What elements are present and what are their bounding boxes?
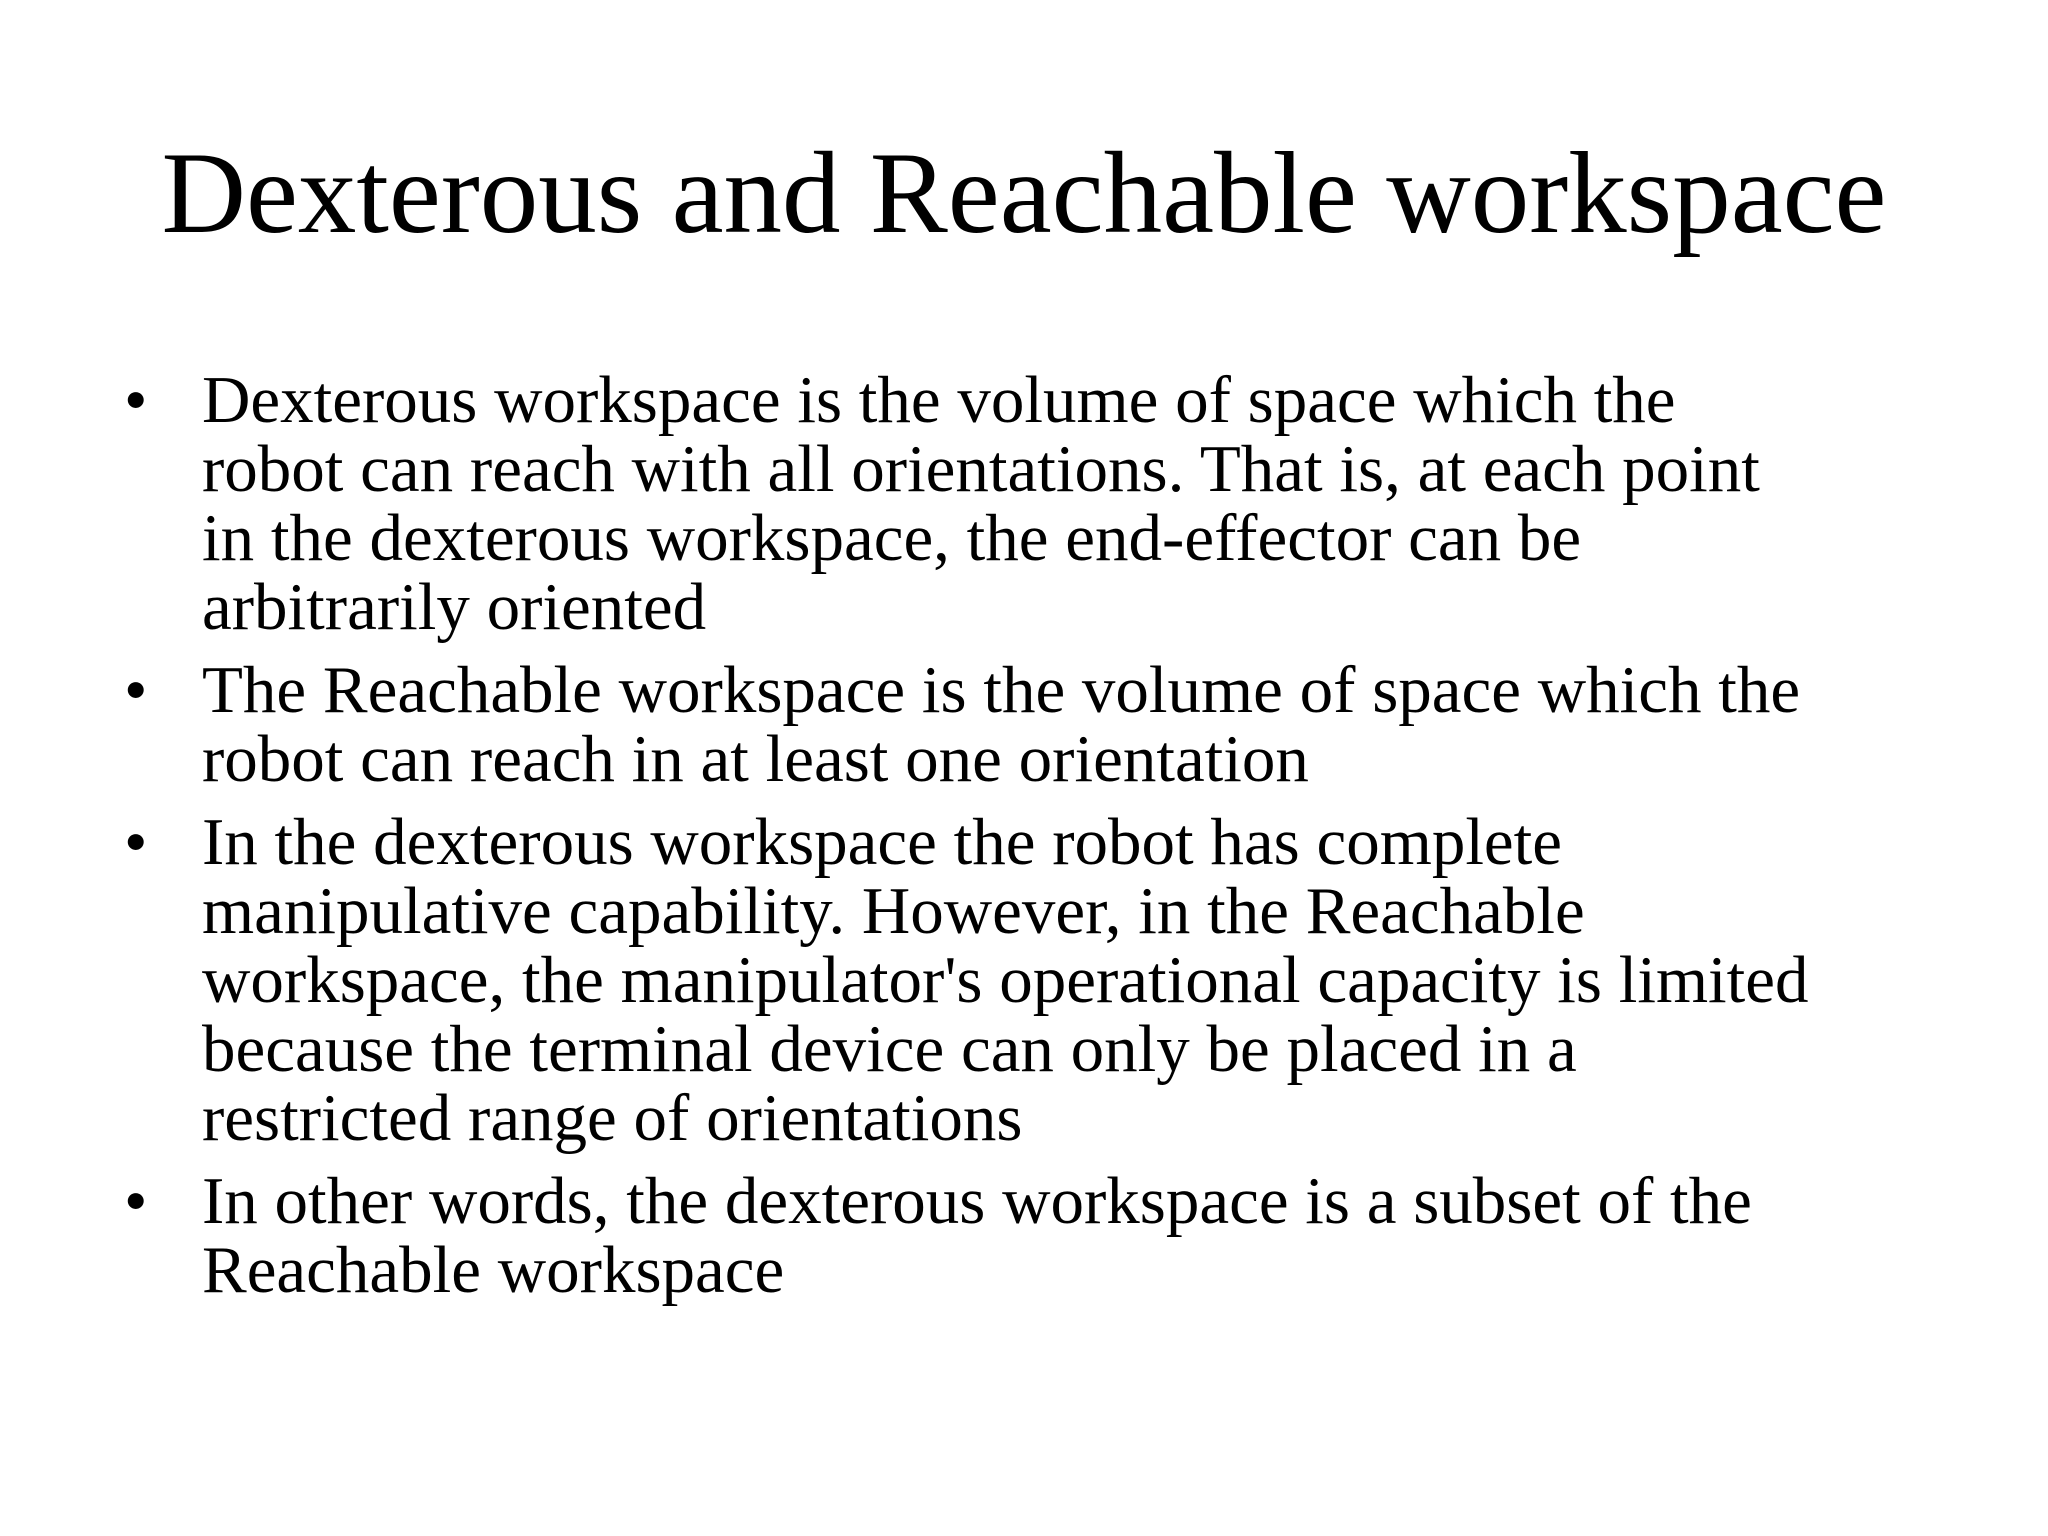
bullet-item: [0, 805, 2048, 1155]
bullet-marker: •: [124, 805, 148, 879]
bullet-item: [0, 653, 2048, 796]
bullet-line: Dexterous workspace is the volume of space which the: [202, 363, 1676, 437]
bullet-line: restricted range of orientations: [202, 1081, 1023, 1155]
bullet-line: workspace, the manipulator's operational capacity is limited: [202, 943, 1809, 1017]
bullet-item: [0, 363, 2048, 644]
bullet-line: In other words, the dexterous workspace is a subset of the: [202, 1164, 1752, 1238]
bullet-item: [0, 1164, 2048, 1307]
bullet-marker: •: [124, 1164, 148, 1238]
bullet-line: robot can reach with all orientations. That is, at each point: [202, 432, 1760, 506]
bullet-line: In the dexterous workspace the robot has complete: [202, 805, 1563, 879]
bullet-list: [0, 363, 2048, 1319]
bullet-marker: •: [124, 363, 148, 437]
bullet-line: Reachable workspace: [202, 1233, 785, 1307]
bullet-line: because the terminal device can only be placed in a: [202, 1012, 1577, 1086]
bullet-line: arbitrarily oriented: [202, 570, 707, 644]
bullet-line: in the dexterous workspace, the end-effector can be: [202, 501, 1582, 575]
bullet-line: robot can reach in at least one orientation: [202, 722, 1309, 796]
slide-title: Dexterous and Reachable workspace: [161, 129, 1887, 258]
bullet-line: The Reachable workspace is the volume of space which the: [202, 653, 1801, 727]
bullet-marker: •: [124, 653, 148, 727]
bullet-line: manipulative capability. However, in the Reachable: [202, 874, 1585, 948]
